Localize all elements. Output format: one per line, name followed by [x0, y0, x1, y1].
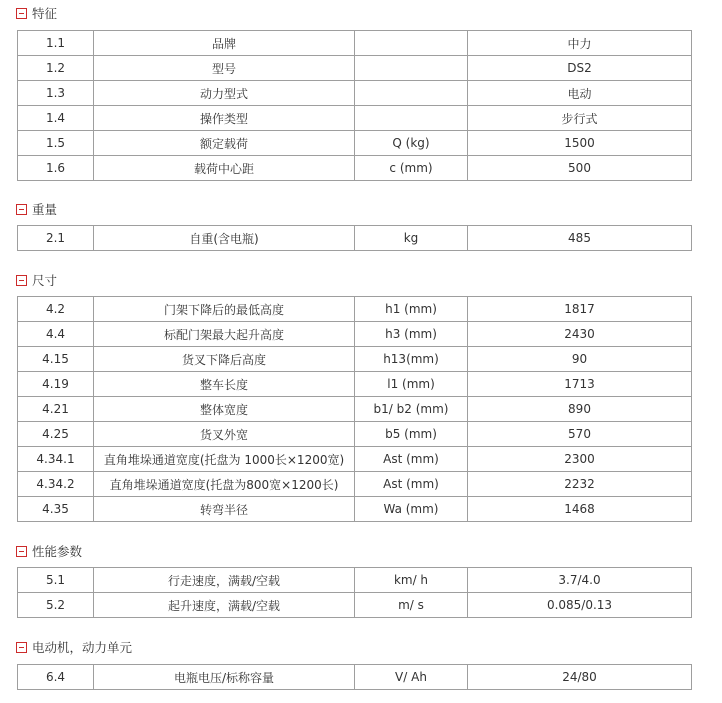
row-label: 型号 — [94, 56, 355, 81]
table-row — [18, 56, 692, 81]
table-row — [18, 472, 692, 497]
row-unit: Ast (mm) — [355, 447, 468, 472]
row-unit: V/ Ah — [355, 665, 468, 690]
row-value: DS2 — [468, 56, 692, 81]
row-index: 1.3 — [18, 81, 94, 106]
row-value: 步行式 — [468, 106, 692, 131]
collapse-icon[interactable] — [16, 204, 27, 215]
row-index: 6.4 — [18, 665, 94, 690]
row-value: 24/80 — [468, 665, 692, 690]
table-row — [18, 156, 692, 181]
row-unit: h3 (mm) — [355, 322, 468, 347]
row-unit: m/ s — [355, 593, 468, 618]
section-header[interactable] — [16, 639, 132, 655]
table-row — [18, 226, 692, 251]
section-title: 特征 — [32, 6, 58, 21]
table-row — [18, 447, 692, 472]
row-index: 4.25 — [18, 422, 94, 447]
row-unit: Ast (mm) — [355, 472, 468, 497]
row-label: 直角堆垛通道宽度(托盘为 1000长×1200宽) — [94, 447, 355, 472]
row-label: 标配门架最大起升高度 — [94, 322, 355, 347]
spec-table — [17, 30, 692, 181]
row-label: 转弯半径 — [94, 497, 355, 522]
row-value: 1500 — [468, 131, 692, 156]
row-label: 整车长度 — [94, 372, 355, 397]
spec-table — [17, 296, 692, 522]
section-title: 性能参数 — [32, 544, 83, 559]
row-unit — [355, 106, 468, 131]
row-value: 1468 — [468, 497, 692, 522]
row-value: 90 — [468, 347, 692, 372]
row-index: 4.34.1 — [18, 447, 94, 472]
spec-table — [17, 664, 692, 690]
table-row — [18, 372, 692, 397]
row-index: 2.1 — [18, 226, 94, 251]
row-index: 1.5 — [18, 131, 94, 156]
table-row — [18, 593, 692, 618]
row-label: 货叉下降后高度 — [94, 347, 355, 372]
table-row — [18, 31, 692, 56]
row-unit — [355, 31, 468, 56]
row-value: 2430 — [468, 322, 692, 347]
table-row — [18, 81, 692, 106]
row-index: 1.4 — [18, 106, 94, 131]
section-title: 重量 — [32, 202, 58, 217]
collapse-icon[interactable] — [16, 275, 27, 286]
row-index: 4.35 — [18, 497, 94, 522]
row-value: 2232 — [468, 472, 692, 497]
row-value: 890 — [468, 397, 692, 422]
row-unit: b1/ b2 (mm) — [355, 397, 468, 422]
table-row — [18, 568, 692, 593]
section-header[interactable] — [16, 543, 82, 559]
section-header[interactable] — [16, 5, 57, 21]
row-unit: l1 (mm) — [355, 372, 468, 397]
row-label: 直角堆垛通道宽度(托盘为800宽×1200长) — [94, 472, 355, 497]
row-label: 品牌 — [94, 31, 355, 56]
table-row — [18, 422, 692, 447]
row-unit: b5 (mm) — [355, 422, 468, 447]
row-index: 1.1 — [18, 31, 94, 56]
row-unit — [355, 56, 468, 81]
row-label: 动力型式 — [94, 81, 355, 106]
row-label: 货叉外宽 — [94, 422, 355, 447]
row-unit: Wa (mm) — [355, 497, 468, 522]
row-index: 4.2 — [18, 297, 94, 322]
row-label: 电瓶电压/标称容量 — [94, 665, 355, 690]
row-value: 485 — [468, 226, 692, 251]
table-row — [18, 106, 692, 131]
row-index: 5.1 — [18, 568, 94, 593]
row-index: 4.34.2 — [18, 472, 94, 497]
row-label: 整体宽度 — [94, 397, 355, 422]
row-value: 1713 — [468, 372, 692, 397]
row-label: 门架下降后的最低高度 — [94, 297, 355, 322]
table-row — [18, 497, 692, 522]
row-unit: c (mm) — [355, 156, 468, 181]
row-label: 起升速度，满载/空载 — [94, 593, 355, 618]
table-row — [18, 322, 692, 347]
row-index: 4.21 — [18, 397, 94, 422]
row-index: 5.2 — [18, 593, 94, 618]
row-unit: km/ h — [355, 568, 468, 593]
row-index: 4.15 — [18, 347, 94, 372]
row-unit: h13(mm) — [355, 347, 468, 372]
row-value: 500 — [468, 156, 692, 181]
row-value: 2300 — [468, 447, 692, 472]
row-index: 4.4 — [18, 322, 94, 347]
table-row — [18, 347, 692, 372]
row-index: 4.19 — [18, 372, 94, 397]
row-unit: Q (kg) — [355, 131, 468, 156]
collapse-icon[interactable] — [16, 546, 27, 557]
row-label: 额定载荷 — [94, 131, 355, 156]
row-label: 行走速度，满载/空载 — [94, 568, 355, 593]
collapse-icon[interactable] — [16, 642, 27, 653]
table-row — [18, 665, 692, 690]
row-value: 3.7/4.0 — [468, 568, 692, 593]
row-value: 1817 — [468, 297, 692, 322]
row-value: 0.085/0.13 — [468, 593, 692, 618]
row-label: 自重(含电瓶) — [94, 226, 355, 251]
row-index: 1.2 — [18, 56, 94, 81]
section-header[interactable] — [16, 272, 57, 288]
row-label: 载荷中心距 — [94, 156, 355, 181]
row-value: 电动 — [468, 81, 692, 106]
row-unit: kg — [355, 226, 468, 251]
section-header[interactable] — [16, 201, 57, 217]
row-label: 操作类型 — [94, 106, 355, 131]
spec-table — [17, 225, 692, 251]
table-row — [18, 131, 692, 156]
section-title: 电动机，动力单元 — [32, 640, 133, 655]
spec-table — [17, 567, 692, 618]
section-title: 尺寸 — [32, 273, 58, 288]
row-value: 中力 — [468, 31, 692, 56]
row-unit — [355, 81, 468, 106]
table-row — [18, 397, 692, 422]
table-row — [18, 297, 692, 322]
collapse-icon[interactable] — [16, 8, 27, 19]
row-index: 1.6 — [18, 156, 94, 181]
row-value: 570 — [468, 422, 692, 447]
row-unit: h1 (mm) — [355, 297, 468, 322]
